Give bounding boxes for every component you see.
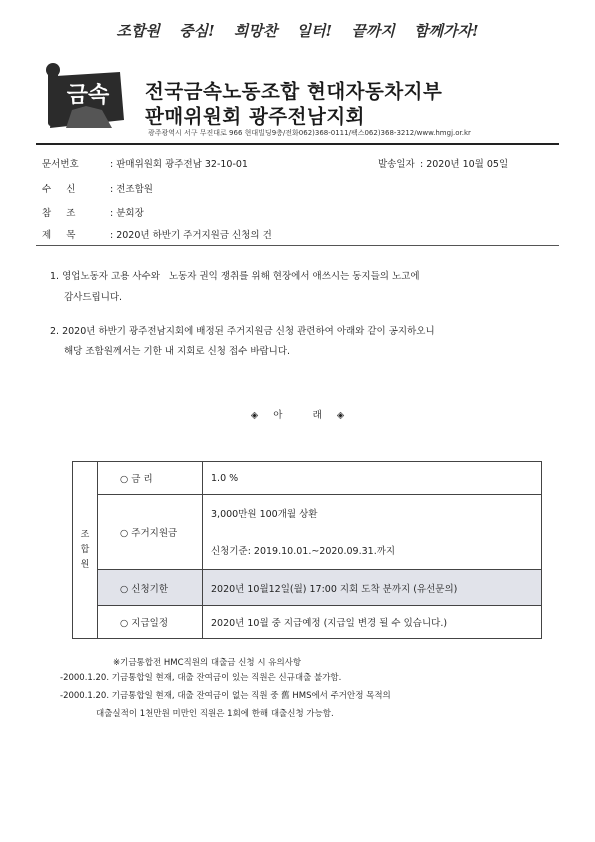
doc-number: : 판매위원회 광주전남 32-10-01 bbox=[110, 159, 248, 170]
recipient-label: 수 신 bbox=[42, 184, 76, 195]
paragraph-1-line-2: 감사드립니다. bbox=[64, 292, 123, 303]
terms-table bbox=[72, 461, 542, 639]
subject-label: 제 목 bbox=[42, 230, 76, 241]
row-value-interest: 1.0 % bbox=[203, 462, 542, 495]
org-address: 광주광역시 서구 무진대로 966 현대빌딩9층/전화062)368-0111/팩스062)368-3212/www.hmgj.or.kr bbox=[148, 129, 471, 137]
notice-heading: ◈ 아 래 ◈ bbox=[250, 410, 345, 421]
paragraph-2-line-2: 해당 조합원께서는 기한 내 지회로 신청 접수 바랍니다. bbox=[64, 346, 291, 357]
notes-line-1: -2000.1.20. 기금통합일 현재, 대출 잔여금이 있는 직원은 신규대출 불가함. bbox=[60, 673, 342, 683]
table-side-label bbox=[73, 462, 98, 639]
reference: : 분회장 bbox=[110, 208, 144, 219]
paragraph-1-line-1: 1. 영업노동자 고용 사수와 노동자 권익 쟁취를 위해 현장에서 애쓰시는 동지들의 노고에 bbox=[50, 271, 420, 282]
notes-line-2: -2000.1.20. 기금통합일 현재, 대출 잔여금이 없는 직원 중 舊 HMS에서 주거안정 목적의 bbox=[60, 691, 391, 701]
subject: : 2020년 하반기 주거지원금 신청의 건 bbox=[110, 230, 272, 241]
slogan: 조합원 중심! 희망찬 일터! 끝까지 함께가자! bbox=[116, 22, 479, 40]
svg-text:금속: 금속 bbox=[66, 83, 110, 108]
org-name-line2: 판매위원회 광주전남지회 bbox=[145, 105, 365, 128]
org-name-line1: 전국금속노동조합 현대자동차지부 bbox=[145, 80, 443, 103]
reference-label: 참 조 bbox=[42, 208, 76, 219]
notes-line-3: 대출실적이 1천만원 미만인 직원은 1회에 한해 대출신청 가능함. bbox=[96, 709, 334, 719]
recipient: : 전조합원 bbox=[110, 184, 153, 195]
paragraph-2-line-1: 2. 2020년 하반기 광주전남지회에 배정된 주거지원금 신청 관련하여 아래와 같이 공지하오니 bbox=[50, 326, 435, 337]
send-date: : 2020년 10월 05일 bbox=[420, 159, 509, 170]
notes-title: ※기금통합전 HMC직원의 대출금 신청 시 유의사항 bbox=[113, 658, 302, 668]
meta-divider bbox=[36, 245, 559, 246]
side-label-text: 조 합 원 bbox=[80, 529, 90, 570]
doc-number-label: 문서번호 bbox=[42, 159, 79, 170]
row-key-payment-schedule: ○ 지급일정 bbox=[98, 606, 203, 639]
union-logo-icon bbox=[42, 58, 128, 138]
row-key-deadline: ○ 신청기한 bbox=[98, 570, 203, 606]
row-value-housing-criteria: 신청기준: 2019.10.01.~2020.09.31.까지 bbox=[203, 531, 542, 570]
send-date-label: 발송일자 bbox=[378, 159, 415, 170]
row-value-deadline: 2020년 10월12일(월) 17:00 지회 도착 분까지 (유선문의) bbox=[203, 570, 542, 606]
row-value-housing-amount: 3,000만원 100개월 상환 bbox=[203, 495, 542, 531]
row-key-interest: ○ 금 리 bbox=[98, 462, 203, 495]
row-key-housing-fund: ○ 주거지원금 bbox=[98, 495, 203, 570]
header-divider bbox=[36, 143, 559, 145]
row-value-payment-schedule: 2020년 10월 중 지급예정 (지급일 변경 될 수 있습니다.) bbox=[203, 606, 542, 639]
